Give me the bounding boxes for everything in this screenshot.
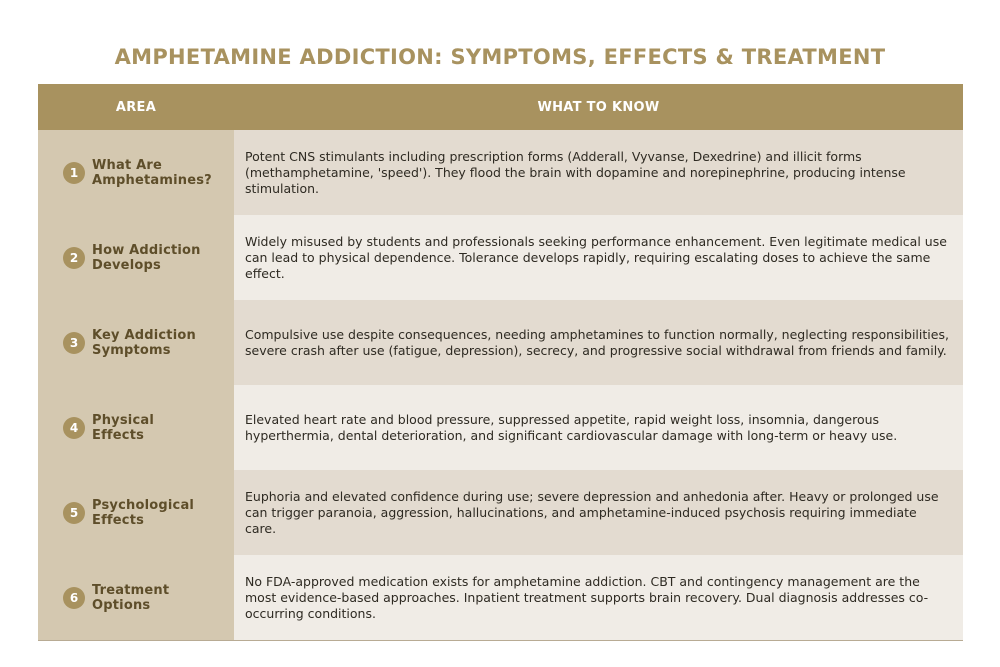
number-badge: 1 [63, 162, 85, 184]
area-label [92, 583, 169, 613]
area-label [92, 158, 212, 188]
description-cell: Compulsive use despite consequences, needing amphetamines to function normally, neglecting responsibilities, severe crash after use (fatigue, depression), secrecy, and progressive social withdrawal from friends and family. [234, 300, 963, 385]
column-header-what-to-know: WHAT TO KNOW [537, 99, 660, 115]
description-cell: Potent CNS stimulants including prescription forms (Adderall, Vyvanse, Dexedrine) and illicit forms (methamphetamine, 'speed'). They flood the brain with dopamine and norepinephrine, producing intense stimulation. [234, 130, 963, 215]
column-header-area: AREA [115, 99, 157, 115]
number-badge: 2 [63, 247, 85, 269]
table-header [38, 84, 963, 130]
page-title: AMPHETAMINE ADDICTION: SYMPTOMS, EFFECTS & TREATMENT [114, 45, 886, 69]
area-label-line: Develops [92, 257, 161, 273]
area-label [92, 413, 154, 443]
area-cell [38, 385, 234, 470]
area-cell [38, 555, 234, 640]
table-row [38, 470, 963, 555]
description-cell: No FDA-approved medication exists for amphetamine addiction. CBT and contingency management are the most evidence-based approaches. Inpatient treatment supports brain recovery. Dual diagnosis addresses co-occurring conditions. [234, 555, 963, 640]
table-row [38, 385, 963, 470]
description-cell: Widely misused by students and professionals seeking performance enhancement. Even legitimate medical use can lead to physical dependence. Tolerance develops rapidly, requiring escalating doses to achieve the same effect. [234, 215, 963, 300]
table-row [38, 555, 963, 640]
number-badge: 4 [63, 417, 85, 439]
number-badge: 6 [63, 587, 85, 609]
table-row [38, 215, 963, 300]
description-cell: Euphoria and elevated confidence during use; severe depression and anhedonia after. Heavy or prolonged use can trigger paranoia, aggression, hallucinations, and amphetamine-induced psychosis requiring immediate care. [234, 470, 963, 555]
number-badge: 5 [63, 502, 85, 524]
area-label-line: Effects [92, 427, 145, 443]
area-label-line: Psychological [92, 497, 195, 513]
area-label-line: Treatment [92, 582, 170, 598]
table-row [38, 300, 963, 385]
area-label [92, 243, 201, 273]
area-label-line: Key Addiction [92, 327, 196, 343]
area-label-line: How Addiction [92, 242, 201, 258]
number-badge: 3 [63, 332, 85, 354]
area-label [92, 328, 196, 358]
area-label-line: Effects [92, 512, 145, 528]
area-cell [38, 470, 234, 555]
area-label-line: Symptoms [92, 342, 171, 358]
table-bottom-border [38, 640, 963, 641]
area-label-line: Options [92, 597, 151, 613]
area-label-line: What Are [92, 157, 162, 173]
area-label-line: Physical [92, 412, 154, 428]
area-cell [38, 300, 234, 385]
table-row [38, 130, 963, 215]
area-cell [38, 130, 234, 215]
description-cell: Elevated heart rate and blood pressure, suppressed appetite, rapid weight loss, insomnia, dangerous hyperthermia, dental deterioration, and significant cardiovascular damage with long-term or heavy use. [234, 385, 963, 470]
info-table [38, 84, 963, 641]
area-label [92, 498, 194, 528]
area-label-line: Amphetamines? [92, 172, 212, 188]
area-cell [38, 215, 234, 300]
